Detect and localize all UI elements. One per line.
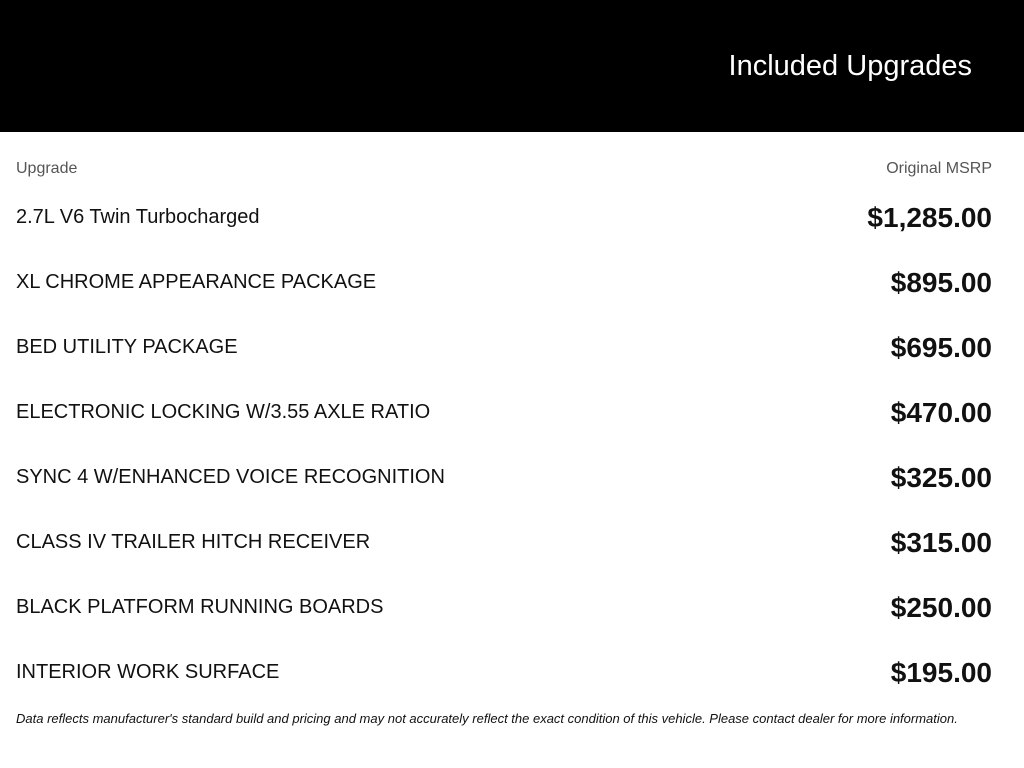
upgrade-name: ELECTRONIC LOCKING W/3.55 AXLE RATIO: [16, 401, 431, 423]
page-title: Included Upgrades: [728, 50, 972, 82]
upgrade-price: $195.00: [890, 656, 992, 688]
disclaimer-text: Data reflects manufacturer's standard build and pricing and may not accurately reflect the exact condition of this vehicle. Please contact dealer for more information.: [16, 711, 958, 726]
upgrade-price: $1,285.00: [867, 201, 992, 233]
upgrade-price: $325.00: [890, 461, 992, 493]
upgrade-name: SYNC 4 W/ENHANCED VOICE RECOGNITION: [16, 466, 445, 488]
upgrade-name: BED UTILITY PACKAGE: [16, 336, 238, 358]
upgrade-name: CLASS IV TRAILER HITCH RECEIVER: [16, 531, 371, 553]
table-body: [16, 185, 992, 705]
table-row: [16, 510, 992, 575]
header-banner: [0, 0, 1024, 132]
upgrade-name: 2.7L V6 Twin Turbocharged: [16, 206, 260, 228]
upgrade-price: $250.00: [890, 591, 992, 623]
upgrade-name: BLACK PLATFORM RUNNING BOARDS: [16, 596, 384, 618]
table-row: [16, 315, 992, 380]
upgrade-price: $695.00: [890, 331, 992, 363]
upgrade-name: INTERIOR WORK SURFACE: [16, 661, 280, 683]
table-row: [16, 380, 992, 445]
upgrade-price: $470.00: [890, 396, 992, 428]
upgrade-price: $895.00: [890, 266, 992, 298]
table-row: [16, 250, 992, 315]
upgrade-price: $315.00: [890, 526, 992, 558]
table-row: [16, 445, 992, 510]
column-header-upgrade: Upgrade: [16, 160, 78, 177]
table-row: [16, 640, 992, 705]
table-row: [16, 575, 992, 640]
table-row: [16, 185, 992, 250]
upgrade-name: XL CHROME APPEARANCE PACKAGE: [16, 271, 377, 293]
upgrades-table: [16, 132, 992, 688]
column-header-msrp: Original MSRP: [886, 160, 992, 177]
